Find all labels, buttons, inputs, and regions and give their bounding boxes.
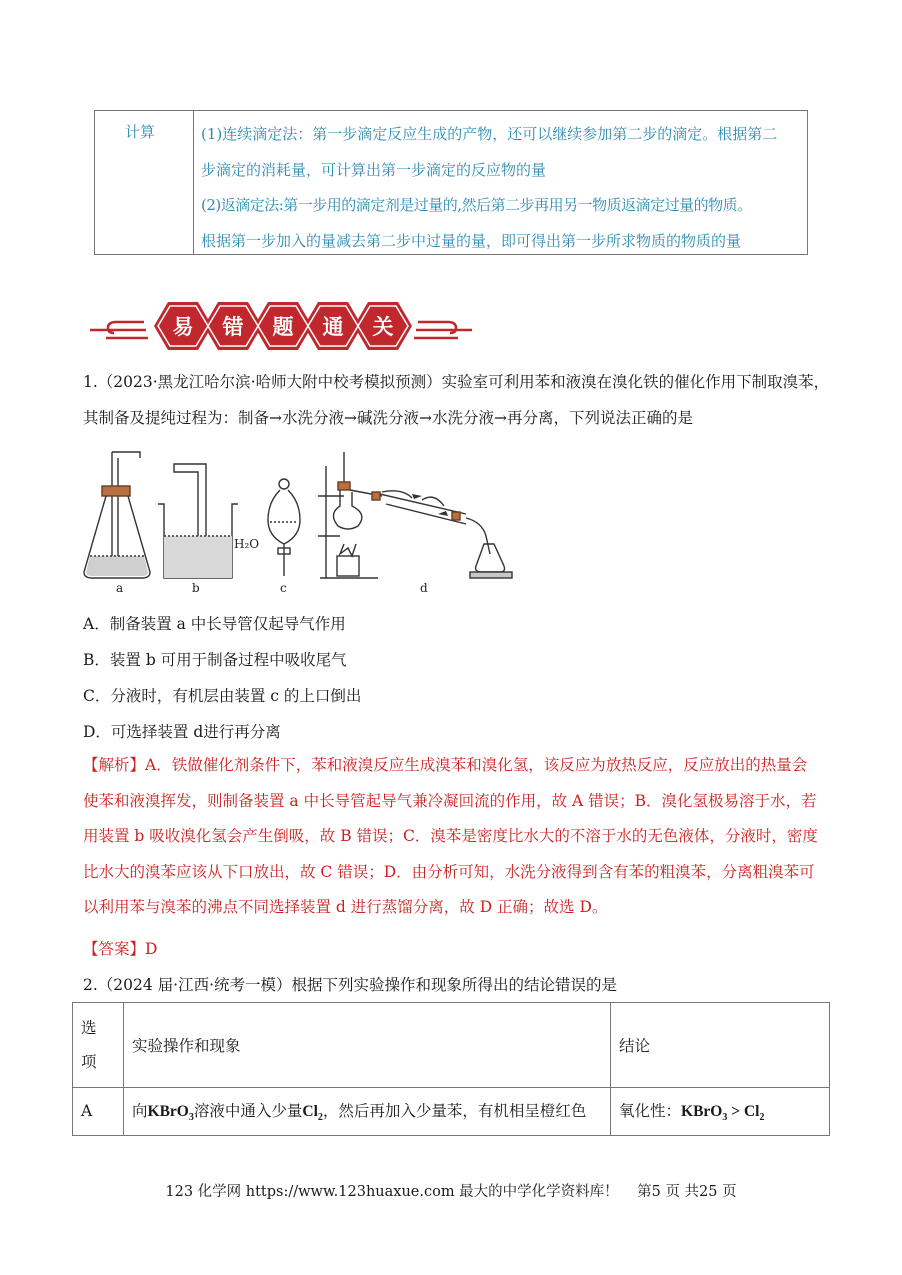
analysis-line-1: A．铁做催化剂条件下，苯和液溴反应生成溴苯和溴化氢，该反应为放热反应，反应放出的热量会 (145, 756, 808, 774)
label-b: b (192, 581, 200, 595)
label-d: d (420, 581, 428, 595)
analysis-line-2: 使苯和液溴挥发，则制备装置 a 中长导管起导气兼冷凝回流的作用，故 A 错误；B．溴化氢极易溶于水，若 (83, 791, 817, 810)
q1-option-b: B．装置 b 可用于制备过程中吸收尾气 (83, 651, 347, 669)
q1-stem-line-2: 其制备及提纯过程为：制备→水洗分液→碱洗分液→水洗分液→再分离，下列说法正确的是 (83, 409, 693, 427)
q1-stem-line-1: 1.（2023·黑龙江哈尔滨·哈师大附中校考模拟预测）实验室可利用苯和液溴在溴化铁的催化作用下制取溴苯， (83, 373, 830, 391)
calculation-heading: 计算 (125, 123, 156, 141)
q1-answer (83, 937, 157, 959)
q1-option-d: D．可选择装置 d进行再分离 (83, 723, 281, 741)
row-a-option: A (73, 1087, 124, 1135)
calculation-table-heading-cell (95, 111, 194, 254)
calc-line-3: (2)返滴定法:第一步用的滴定剂是过量的,然后第二步再用另一物质返滴定过量的物质。 (201, 196, 752, 214)
page-footer: 123 化学网 https://www.123huaxue.com 最大的中学化学资料库！ 第5 页 共25 页 (165, 1184, 737, 1200)
q2-stem: 2.（2024 届·江西·统考一模）根据下列实验操作和现象所得出的结论错误的是 (83, 976, 618, 994)
right-ornament-icon (414, 322, 472, 338)
banner-char-5: 关 (372, 315, 394, 339)
distillation-d-icon (318, 452, 512, 578)
beaker-b-icon (158, 464, 238, 578)
banner-char-3: 题 (272, 315, 294, 339)
banner-char-4: 通 (322, 315, 344, 339)
arrow-in-icon (412, 494, 422, 499)
label-a: a (116, 581, 124, 595)
answer-value: D (145, 940, 158, 958)
calc-line-1: (1)连续滴定法：第一步滴定反应生成的产物，还可以继续参加第二步的滴定。根据第二 (201, 125, 778, 143)
apparatus-figure (82, 444, 582, 596)
q1-analysis (83, 748, 828, 926)
q2-table (72, 1002, 830, 1136)
flask-a-icon (84, 452, 150, 578)
analysis-line-3: 用装置 b 吸收溴化氢会产生倒吸，故 B 错误；C．溴苯是密度比水大的不溶于水的无色液体，分液时，密度 (83, 827, 818, 845)
analysis-tag: 【解析】 (83, 756, 146, 774)
q1-option-a: A．制备装置 a 中长导管仅起导气作用 (83, 615, 346, 633)
analysis-line-4: 比水大的溴苯应该从下口放出，故 C 错误；D．由分析可知，水洗分液得到含有苯的粗溴苯，分离粗溴苯可 (83, 862, 815, 881)
arrow-out-icon (438, 511, 448, 516)
header-option-cell: 选 项 (73, 1003, 124, 1088)
calc-line-2: 步滴定的消耗量，可计算出第一步滴定的反应物的量 (201, 160, 547, 179)
funnel-c-icon (268, 479, 300, 576)
section-banner (86, 296, 476, 356)
q2-table-header-row (73, 1003, 830, 1088)
header-operation-cell: 实验操作和现象 (124, 1003, 611, 1088)
calc-line-4: 根据第一步加入的量减去第二步中过量的量，即可得出第一步所求物质的物质的量 (201, 231, 742, 250)
label-water: H₂O (234, 537, 260, 551)
row-a-operation: 向KBrO$_3$溶液中通入少量$Cl_2$，然后再加入少量苯，有机相呈橙红色 (124, 1087, 611, 1135)
banner-char-2: 错 (222, 315, 244, 339)
q1-option-c: C．分液时，有机层由装置 c 的上口倒出 (83, 687, 362, 705)
analysis-line-5: 以利用苯与溴苯的沸点不同选择装置 d 进行蒸馏分离，故 D 正确；故选 D。 (83, 898, 608, 916)
left-ornament-icon (90, 322, 148, 338)
label-c: c (280, 581, 287, 595)
calculation-table (94, 110, 808, 255)
calculation-table-content (201, 117, 805, 259)
banner-char-1: 易 (172, 315, 194, 339)
row-a-conclusion: 氧化性：KBrO$_3$ > $Cl_2$ (611, 1087, 830, 1135)
q2-table-row-a (73, 1087, 830, 1135)
header-conclusion-cell: 结论 (611, 1003, 830, 1088)
answer-tag: 【答案】 (83, 940, 146, 958)
